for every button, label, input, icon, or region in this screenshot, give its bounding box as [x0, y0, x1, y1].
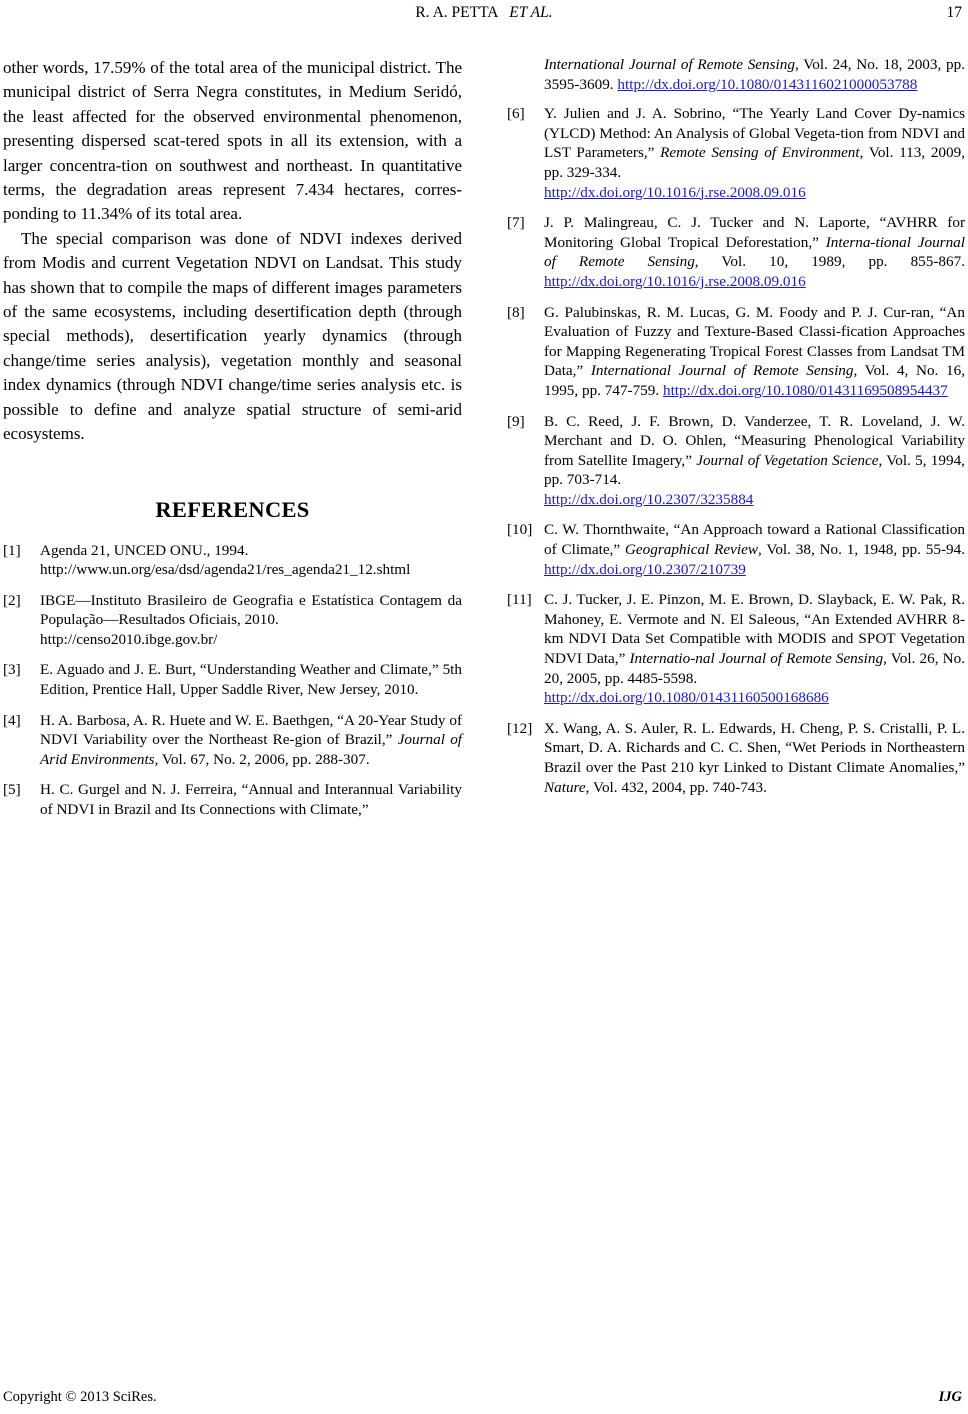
reference-details: , Vol. 24, No. 18, 2003, pp. 3595-3609. — [544, 56, 966, 93]
reference-item — [507, 520, 965, 579]
reference-journal: Internatio-nal Journal of Remote Sensing — [629, 650, 884, 668]
reference-text: G. Palubinskas, R. M. Lucas, G. M. Foody and P. J. Cur-ran, “An Evaluation of Fuzzy and Texture-Based Classi-fication Approaches for Mapping Regenerating Tropical Forest Classes from Landsat TM Data,” — [544, 303, 965, 380]
reference-details: , Vol. 113, 2009, pp. 329-334. — [544, 144, 965, 181]
reference-details: , Vol. 10, 1989, pp. 855-867. — [694, 253, 965, 271]
reference-doi-link[interactable]: http://dx.doi.org/10.1016/j.rse.2008.09.016 — [544, 272, 806, 290]
reference-item — [507, 303, 965, 401]
reference-journal: Remote Sensing of Environment — [660, 144, 860, 162]
reference-doi-link[interactable]: http://dx.doi.org/10.1080/0143116021000053788 — [617, 75, 918, 93]
reference-journal: Journal of Vegetation Science — [696, 451, 879, 469]
reference-text: C. W. Thornthwaite, “An Approach toward a Rational Classification of Climate,” — [544, 521, 965, 559]
reference-doi-link[interactable]: http://dx.doi.org/10.1080/01431169508954437 — [662, 381, 948, 399]
reference-number: [12] — [507, 719, 533, 737]
reference-item — [3, 660, 462, 699]
reference-item — [3, 711, 462, 770]
reference-continuation — [507, 55, 965, 94]
reference-text: B. C. Reed, J. F. Brown, D. Vanderzee, T. R. Loveland, J. W. Merchant and D. O. Ohlen, “Measuring Phenological Variability from Satellite Imagery,” — [544, 412, 965, 469]
page-number: 17 — [946, 4, 962, 21]
running-head-et-al: ET AL. — [509, 4, 553, 21]
reference-details: , Vol. 4, No. 16, 1995, pp. 747-759. — [544, 362, 965, 399]
reference-journal: Geographical Review — [624, 541, 758, 559]
body-paragraph: other words, 17.59% of the total area of the municipal district. The municipal district of Serra Negra constitutes, in Medium Seridó, the least affected for the observed environmental phenomenon, presenting dispersed scat-tered spots in all its extension, with a larger concentra-tion on southwest and northeast. In quantitative terms, the degradation areas represent 7.434 hectares, corres-ponding to 11.34% of its total area. — [3, 58, 462, 224]
reference-item — [3, 780, 462, 819]
journal-abbreviation: IJG — [938, 1389, 962, 1405]
reference-item — [3, 541, 462, 580]
reference-text: IBGE—Instituto Brasileiro de Geografia e Estatística Contagem da População—Resultados Oficiais, 2010. — [40, 591, 462, 629]
reference-item — [507, 104, 965, 202]
references-heading: REFERENCES — [155, 496, 310, 522]
reference-number: [8] — [507, 303, 525, 321]
reference-text: H. C. Gurgel and N. J. Ferreira, “Annual and Interannual Variability of NDVI in Brazil and Its Connections with Climate,” — [40, 781, 462, 819]
reference-journal: International Journal of Remote Sensing — [590, 362, 854, 380]
reference-journal: Journal of Arid Environments — [40, 731, 463, 768]
reference-doi-link[interactable]: http://dx.doi.org/10.1016/j.rse.2008.09.016 — [544, 183, 806, 201]
page-footer — [0, 1389, 968, 1411]
reference-text: Agenda 21, UNCED ONU., 1994. — [40, 541, 249, 559]
reference-item — [507, 213, 965, 291]
reference-details: , Vol. 5, 1994, pp. 703-714. — [544, 451, 965, 489]
reference-number: [6] — [507, 105, 525, 123]
reference-text: Y. Julien and J. A. Sobrino, “The Yearly Land Cover Dy-namics (YLCD) Method: An Analysis of Global Vegeta-tion from NDVI and LST Parameters,” — [544, 105, 965, 162]
reference-item — [3, 591, 462, 650]
reference-item — [507, 719, 965, 797]
reference-number: [10] — [507, 521, 533, 539]
reference-doi-link[interactable]: http://dx.doi.org/10.2307/210739 — [544, 560, 746, 578]
reference-details: , Vol. 38, No. 1, 1948, pp. 55-94. — [757, 541, 965, 559]
reference-details: , Vol. 67, No. 2, 2006, pp. 288-307. — [154, 750, 370, 768]
reference-doi-link[interactable]: http://dx.doi.org/10.1080/01431160500168686 — [544, 689, 829, 707]
reference-details: , Vol. 26, No. 20, 2005, pp. 4485-5598. — [544, 650, 966, 687]
reference-url[interactable]: http://www.un.org/esa/dsd/agenda21/res_agenda21_12.shtml — [40, 561, 411, 579]
reference-number: [7] — [507, 214, 525, 232]
right-column — [507, 55, 965, 808]
reference-text: H. A. Barbosa, A. R. Huete and W. E. Baethgen, “A 20-Year Study of NDVI Variability over the Northeast Re-gion of Brazil,” — [40, 711, 462, 749]
reference-number: [2] — [3, 591, 21, 609]
reference-details: , Vol. 432, 2004, pp. 740-743. — [585, 778, 767, 796]
reference-item — [507, 412, 965, 510]
reference-doi-link[interactable]: http://dx.doi.org/10.2307/3235884 — [544, 490, 754, 508]
reference-number: [3] — [3, 661, 21, 679]
running-head-authors: R. A. PETTA — [415, 4, 498, 21]
reference-journal: Interna-tional Journal of Remote Sensing — [544, 233, 965, 271]
body-paragraph: The special comparison was done of NDVI indexes derived from Modis and current Vegetation NDVI on Landsat. This study has shown that to compile the maps of different images parameters of the same ecosystems, including desertification depth (through special methods), desertification yearly dynamics (through change/time series analysis), vegetation monthly and seasonal index dynamics (through NDVI change/time series analysis etc. is possible to define and analyze spatial structure of semi-arid ecosystems. — [3, 228, 462, 444]
reference-number: [11] — [507, 591, 532, 609]
page-header — [0, 4, 968, 26]
reference-number: [1] — [3, 541, 21, 559]
copyright-notice: Copyright © 2013 SciRes. — [3, 1389, 157, 1405]
running-head — [0, 4, 968, 22]
reference-text: C. J. Tucker, J. E. Pinzon, M. E. Brown, D. Slayback, E. W. Pak, R. Mahoney, E. Vermote and N. El Saleous, “An Extended AVHRR 8-km NDVI Data Set Compatible with MODIS and SPOT Vegetation NDVI Data,” — [544, 591, 965, 668]
reference-number: [4] — [3, 711, 21, 729]
left-column — [3, 56, 462, 820]
reference-item — [507, 590, 965, 708]
reference-number: [5] — [3, 781, 21, 799]
reference-number: [9] — [507, 412, 525, 430]
reference-text: J. P. Malingreau, C. J. Tucker and N. Laporte, “AVHRR for Monitoring Global Tropical Deforestation,” — [544, 214, 965, 251]
reference-journal: Nature — [544, 778, 586, 796]
reference-text: X. Wang, A. S. Auler, R. L. Edwards, H. Cheng, P. S. Cristalli, P. L. Smart, D. A. Richards and C. C. Shen, “Wet Periods in Northeastern Brazil over the Past 210 kyr Linked to Distant Climate Anomalies,” — [544, 719, 965, 776]
reference-journal: International Journal of Remote Sensing — [544, 56, 795, 73]
reference-url[interactable]: http://censo2010.ibge.gov.br/ — [40, 630, 218, 648]
reference-text: E. Aguado and J. E. Burt, “Understanding Weather and Climate,” 5th Edition, Prentice Hall, Upper Saddle River, New Jersey, 2010. — [40, 661, 462, 699]
